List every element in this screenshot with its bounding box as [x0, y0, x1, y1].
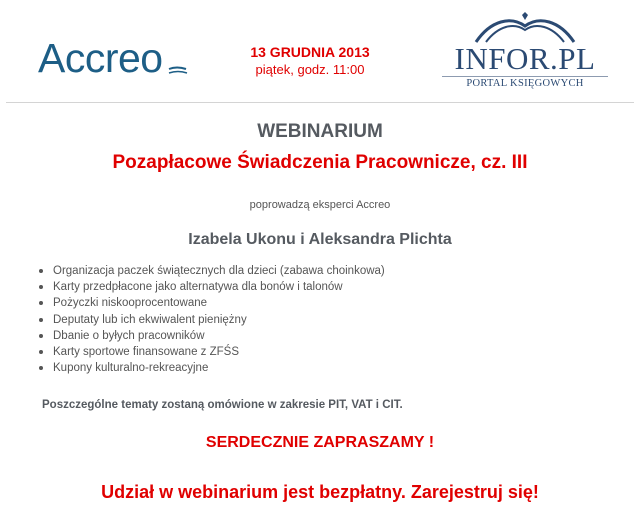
bullet-icon	[39, 269, 43, 273]
hosted-by-text: poprowadzą eksperci Accreo	[249, 199, 391, 211]
list-item: Deputaty lub ich ekwiwalent pieniężny	[53, 312, 613, 328]
invitation-text: SERDECZNIE ZAPRASZAMY !	[205, 434, 435, 451]
header	[0, 0, 640, 103]
register-link[interactable]: Udział w webinarium jest bezpłatny. Zarejestruj się!	[101, 482, 539, 502]
tax-scope-note: Poszczególne tematy zostaną omówione w zakresie PIT, VAT i CIT.	[42, 399, 403, 411]
infor-logo-subtitle: PORTAL KSIĘGOWYCH	[466, 78, 584, 89]
list-item: Pożyczki niskooprocentowane	[53, 295, 613, 311]
accreo-swirl-icon	[166, 47, 188, 77]
infor-logo-rule	[442, 76, 608, 77]
topics-list	[20, 263, 613, 376]
bullet-icon	[39, 366, 43, 370]
list-item: Karty sportowe finansowane z ZFŚS	[53, 344, 613, 360]
list-item: Dbanie o byłych pracowników	[53, 328, 613, 344]
list-item: Kupony kulturalno-rekreacyjne	[53, 360, 613, 376]
open-book-icon	[436, 12, 614, 44]
bullet-icon	[39, 301, 43, 305]
webinar-subtitle: Pozapłacowe Świadczenia Pracownicze, cz. III	[112, 152, 528, 173]
event-date-main: 13 GRUDNIA 2013	[250, 44, 370, 60]
bullet-icon	[39, 318, 43, 322]
speakers: Izabela Ukonu i Aleksandra Plichta	[188, 231, 452, 248]
accreo-logo[interactable]	[38, 35, 188, 81]
list-item: Organizacja paczek świątecznych dla dzieci (zabawa choinkowa)	[53, 263, 613, 279]
webinar-title: WEBINARIUM	[257, 121, 383, 142]
event-date-time: piątek, godz. 11:00	[255, 62, 365, 77]
infor-logo[interactable]	[436, 12, 614, 90]
bullet-icon	[39, 350, 43, 354]
infor-logo-name: INFOR.PL	[454, 41, 596, 76]
bullet-icon	[39, 334, 43, 338]
bullet-icon	[39, 285, 43, 289]
list-item: Karty przedpłacone jako alternatywa dla bonów i talonów	[53, 279, 613, 295]
event-date	[220, 44, 400, 78]
accreo-logo-text: Accreo	[38, 35, 163, 81]
header-divider	[6, 102, 634, 103]
